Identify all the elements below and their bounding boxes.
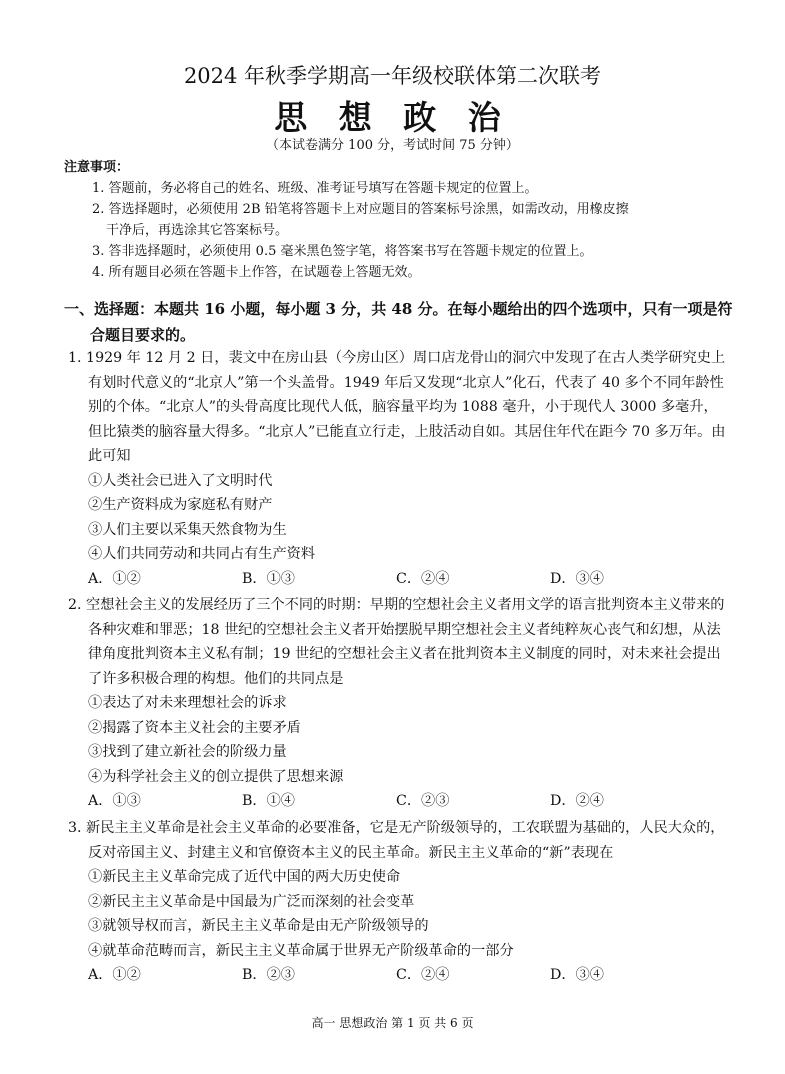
choice-d: D．②④: [550, 793, 604, 809]
choice-b: B．②③: [242, 967, 295, 983]
notice-item: 1. 答题前，务必将自己的姓名、班级、准考证号填写在答题卡规定的位置上。: [92, 181, 538, 196]
page-footer: 高一 思想政治 第 1 页 共 6 页: [311, 1016, 474, 1030]
section-heading-line1: 一、选择题：本题共 16 小题，每小题 3 分，共 48 分。在每小题给出的四个选项中，只有一项是符: [64, 300, 733, 318]
answer-choices: [68, 963, 728, 988]
subject-title: 思 想 政 治: [274, 98, 511, 137]
choice-b: B．①③: [242, 570, 295, 587]
notice-item: 4. 所有题目必须在答题卡上作答，在试题卷上答题无效。: [92, 265, 421, 280]
choice-b: B．①④: [242, 793, 295, 809]
choice-c: C．②④: [396, 570, 450, 587]
question-stem: 2. 空想社会主义的发展经历了三个不同的时期：早期的空想社会主义者用文学的语言批判资本主义带来的各种灾难和罪恶；18 世纪的空想社会主义者开始摆脱早期空想社会主义者纯粹灰心丧气和幻想，从法律角度批判资本主义私有制；19 世纪的空想社会主义者在批判资本主义制度的同时，对未来社会提出了许多积极合理的构想。他们的共同点是: [68, 597, 725, 687]
question-3: [68, 816, 728, 988]
exam-title: 2024 年秋季学期高一年级校联体第二次联考: [183, 64, 602, 88]
statement-option: ①新民主主义革命完成了近代中国的两大历史使命: [88, 869, 401, 885]
statement-option: ④为科学社会主义的创立提供了思想来源: [88, 768, 344, 785]
statement-option: ③人们主要以采集天然食物为生: [88, 521, 287, 538]
statement-option: ②揭露了资本主义社会的主要矛盾: [88, 719, 301, 736]
question-1: [68, 346, 728, 591]
statement-option: ①表达了对未来理想社会的诉求: [88, 695, 287, 711]
question-stem: 3. 新民主主义革命是社会主义革命的必要准备，它是无产阶级领导的，工农联盟为基础的，人民大众的，反对帝国主义、封建主义和官僚资本主义的民主革命。新民主主义革命的“新”表现在: [68, 820, 725, 861]
section-heading: [64, 296, 744, 348]
notice-item: 2. 答选择题时，必须使用 2B 铅笔将答题卡上对应题目的答案标号涂黑，如需改动，用橡皮擦: [92, 202, 629, 217]
notice-item: 干净后，再选涂其它答案标号。: [106, 223, 289, 238]
choice-c: C．②④: [396, 967, 450, 983]
statement-option: ③找到了建立新社会的阶级力量: [88, 744, 287, 760]
choice-c: C．②③: [396, 793, 450, 809]
question-2: [68, 593, 728, 814]
answer-choices: [68, 789, 728, 814]
statement-option: ③就领导权而言，新民主主义革命是由无产阶级领导的: [88, 918, 429, 934]
notice-heading: 注意事项：: [64, 160, 130, 175]
score-note: （本试卷满分 100 分，考试时间 75 分钟）: [266, 138, 519, 153]
choice-d: D．③④: [550, 967, 604, 983]
statement-option: ②生产资料成为家庭私有财产: [88, 497, 273, 513]
statement-option: ④人们共同劳动和共同占有生产资料: [88, 546, 316, 562]
choice-a: A．①②: [88, 570, 141, 587]
section-heading-line2: 合题目要求的。: [90, 326, 196, 344]
choice-d: D．③④: [550, 570, 604, 587]
choice-a: A．①②: [88, 967, 141, 983]
statement-option: ①人类社会已进入了文明时代: [88, 472, 273, 489]
choice-a: A．①③: [88, 793, 141, 809]
notice-item: 3. 答非选择题时，必须使用 0.5 毫米黑色签字笔，将答案书写在答题卡规定的位置上。: [92, 244, 593, 259]
question-stem: 1. 1929 年 12 月 2 日，裴文中在房山县（今房山区）周口店龙骨山的洞穴中发现了在古人类学研究史上有划时代意义的“北京人”第一个头盖骨。1949 年后又发现“北京人”化石，代表了 40 多个不同年龄性别的个体。“北京人”的头骨高度比现代人低，脑容量平均为 1088 毫升，小于现代人 3000 多毫升，但比猿类的脑容量大得多。“北京人”已能直立行走，上肢活动自如。其居住年代在距今 70 多万年。由此可知: [68, 350, 726, 464]
statement-option: ④就革命范畴而言，新民主主义革命属于世界无产阶级革命的一部分: [88, 942, 514, 959]
statement-option: ②新民主主义革命是中国最为广泛而深刻的社会变革: [88, 893, 415, 910]
answer-choices: [68, 567, 728, 592]
